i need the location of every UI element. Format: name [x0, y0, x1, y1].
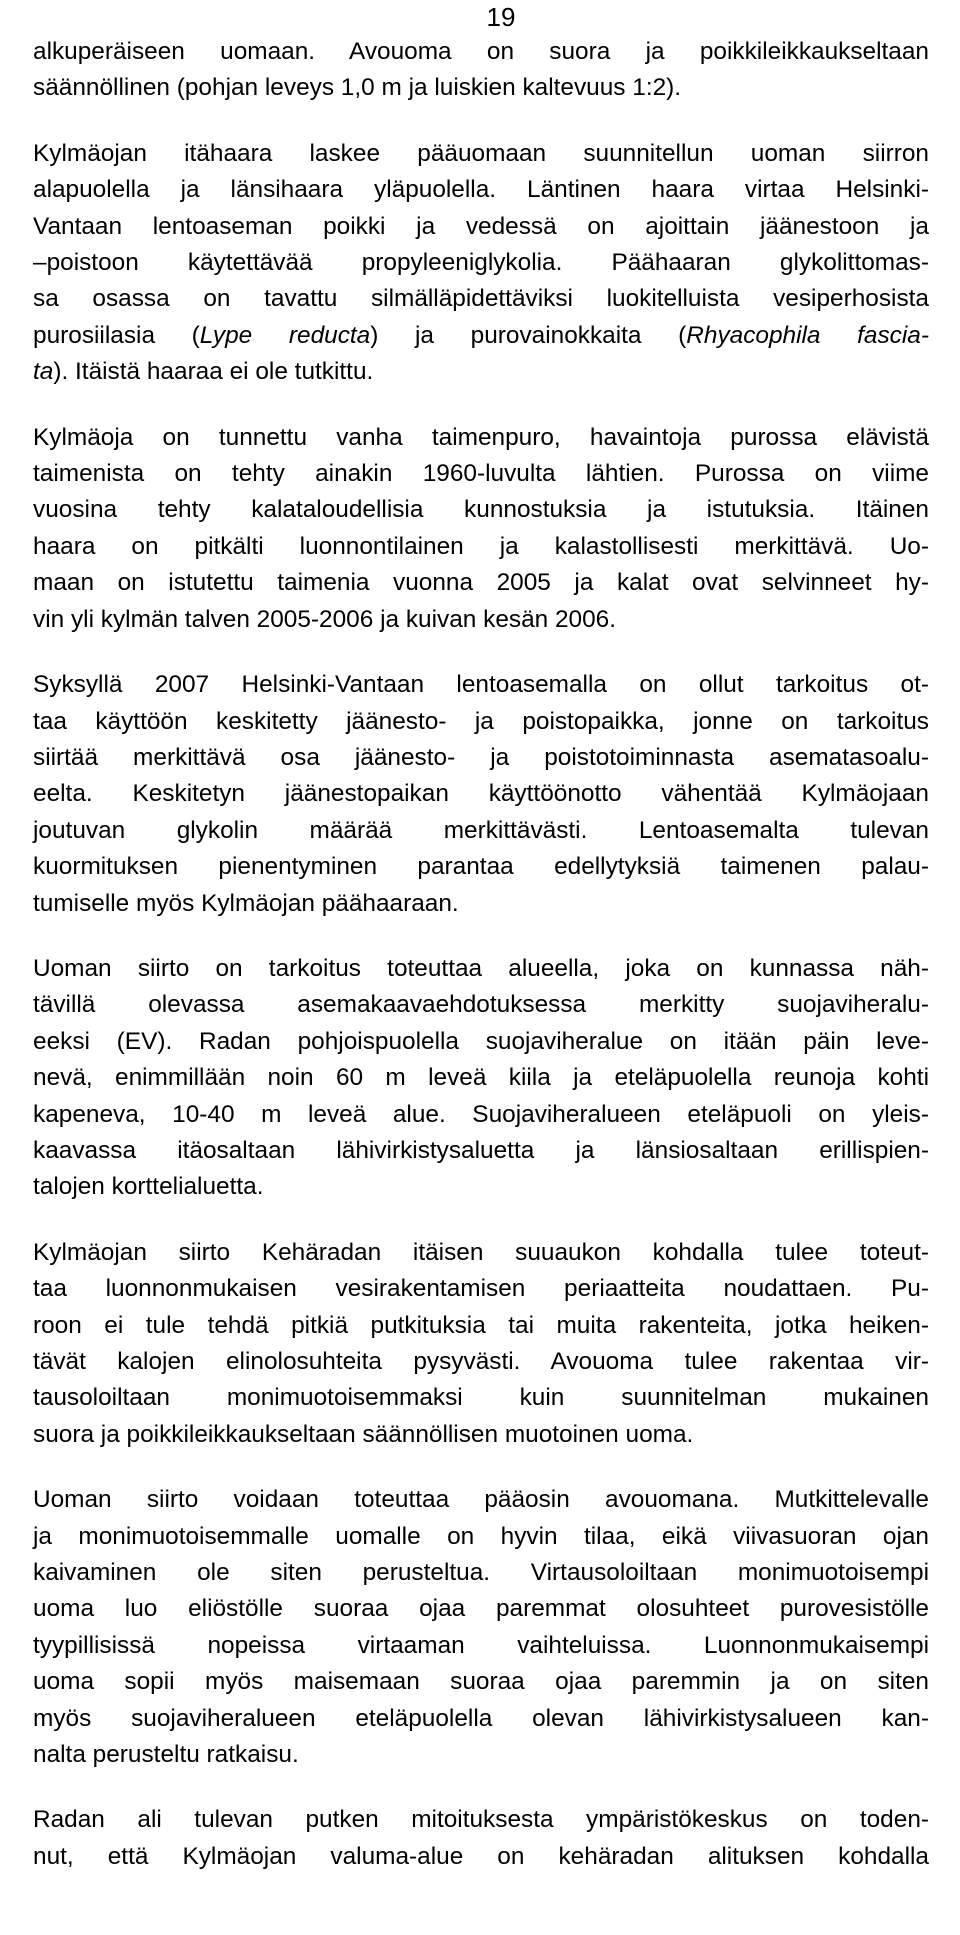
text-line: vuosina tehty kalataloudellisia kunnostuksia ja istutuksia. Itäinen [33, 496, 929, 524]
species-name: Lype reducta [199, 321, 371, 349]
paragraph-5 [33, 951, 929, 1206]
text-line: maan on istutettu taimenia vuonna 2005 ja kalat ovat selvinneet hy- [33, 569, 929, 597]
text-line: taimenista on tehty ainakin 1960-luvulta lähtien. Purossa on viime [33, 460, 929, 488]
text-line: joutuvan glykolin määrää merkittävästi. Lentoasemalta tulevan [33, 816, 929, 844]
text-line: myös suojaviheralueen eteläpuolella olevan lähivirkistysalueen kan- [33, 1704, 929, 1732]
text-line: tävillä olevassa asemakaavaehdotuksessa merkitty suojaviheralu- [33, 991, 929, 1019]
text-line: säännöllinen (pohjan leveys 1,0 m ja luiskien kaltevuus 1:2). [33, 74, 682, 102]
text-line: kaivaminen ole siten perusteltua. Virtausoloiltaan monimuotoisempi [33, 1559, 929, 1587]
text-line: Uoman siirto voidaan toteuttaa pääosin avouomana. Mutkittelevalle [33, 1486, 929, 1514]
text-line: kaavassa itäosaltaan lähivirkistysaluetta ja länsiosaltaan erillispien- [33, 1136, 929, 1164]
paragraph-6 [33, 1235, 929, 1453]
paragraph-3 [33, 420, 929, 638]
text-line: taa luonnonmukaisen vesirakentamisen periaatteita noudattaen. Pu- [33, 1275, 929, 1303]
text-line: haara on pitkälti luonnontilainen ja kalastollisesti merkittävä. Uo- [33, 532, 929, 560]
text-line: Syksyllä 2007 Helsinki-Vantaan lentoasemalla on ollut tarkoitus ot- [33, 671, 929, 699]
paragraph-1 [33, 34, 929, 107]
text-line: talojen korttelialuetta. [33, 1173, 264, 1201]
paragraph-2 [33, 136, 929, 391]
text-line: purosiilasia (Lype reducta) ja purovainokkaita (Rhyacophila fascia- [33, 321, 929, 349]
text-line: roon ei tule tehdä pitkiä putkituksia tai muita rakenteita, jotka heiken- [33, 1311, 929, 1339]
text-line: tausoloiltaan monimuotoisemmaksi kuin suunnitelman mukainen [33, 1384, 929, 1412]
text-line: sa osassa on tavattu silmälläpidettäviksi luokitelluista vesiperhosista [33, 285, 929, 313]
paragraph-8 [33, 1802, 929, 1875]
paragraph-4 [33, 667, 929, 922]
text-line: tumiselle myös Kylmäojan päähaaraan. [33, 889, 459, 917]
text-line: nut, että Kylmäojan valuma-alue on kehäradan alituksen kohdalla [33, 1842, 929, 1870]
text-line: Kylmäojan itähaara laskee pääuomaan suunnitellun uoman siirron [33, 139, 929, 167]
text-line: eeksi (EV). Radan pohjoispuolella suojaviheralue on itään päin leve- [33, 1027, 929, 1055]
text-line: uoma sopii myös maisemaan suoraa ojaa paremmin ja on siten [33, 1668, 929, 1696]
text-line: –poistoon käytettävää propyleeniglykolia. Päähaaran glykolittomas- [33, 249, 929, 277]
text-line: kapeneva, 10-40 m leveä alue. Suojaviheralueen eteläpuoli on yleis- [33, 1100, 929, 1128]
text-line: Kylmäoja on tunnettu vanha taimenpuro, havaintoja purossa elävistä [33, 423, 929, 451]
text-line: alapuolella ja länsihaara yläpuolella. Läntinen haara virtaa Helsinki- [33, 176, 929, 204]
text-line: kuormituksen pienentyminen parantaa edellytyksiä taimenen palau- [33, 853, 929, 881]
text-line: Kylmäojan siirto Kehäradan itäisen suuaukon kohdalla tulee toteut- [33, 1238, 929, 1266]
document-body [33, 34, 929, 1904]
text-line: Vantaan lentoaseman poikki ja vedessä on ajoittain jäänestoon ja [33, 212, 929, 240]
text-line: nalta perusteltu ratkaisu. [33, 1741, 299, 1769]
text-line: ja monimuotoisemmalle uomalle on hyvin tilaa, eikä viivasuoran ojan [33, 1522, 929, 1550]
text-line: suora ja poikkileikkaukseltaan säännöllisen muotoinen uoma. [33, 1420, 694, 1448]
text-line: tävät kalojen elinolosuhteita pysyvästi. Avouoma tulee rakentaa vir- [33, 1348, 929, 1375]
species-name: Rhyacophila fascia- [686, 321, 929, 349]
text-line: eelta. Keskitetyn jäänestopaikan käyttöönotto vähentää Kylmäojaan [33, 780, 929, 808]
text-line: uoma luo eliöstölle suoraa ojaa paremmat olosuhteet purovesistölle [33, 1595, 929, 1623]
text-line: alkuperäiseen uomaan. Avouoma on suora ja poikkileikkaukseltaan [33, 38, 929, 65]
text-line: ta). Itäistä haaraa ei ole tutkittu. [33, 358, 374, 386]
text-line: taa käyttöön keskitetty jäänesto- ja poistopaikka, jonne on tarkoitus [33, 707, 929, 735]
text-line: vin yli kylmän talven 2005-2006 ja kuivan kesän 2006. [33, 605, 617, 633]
text-line: tyypillisissä nopeissa virtaaman vaihteluissa. Luonnonmukaisempi [33, 1631, 929, 1659]
page-number: 19 [486, 2, 516, 32]
paragraph-7 [33, 1482, 929, 1773]
text-line: Radan ali tulevan putken mitoituksesta ympäristökeskus on toden- [33, 1806, 929, 1834]
text-line: nevä, enimmillään noin 60 m leveä kiila ja eteläpuolella reunoja kohti [33, 1064, 929, 1092]
text-line: siirtää merkittävä osa jäänesto- ja poistotoiminnasta asematasoalu- [33, 743, 929, 771]
text-line: Uoman siirto on tarkoitus toteuttaa alueella, joka on kunnassa näh- [33, 954, 929, 982]
species-name: ta [33, 358, 54, 386]
